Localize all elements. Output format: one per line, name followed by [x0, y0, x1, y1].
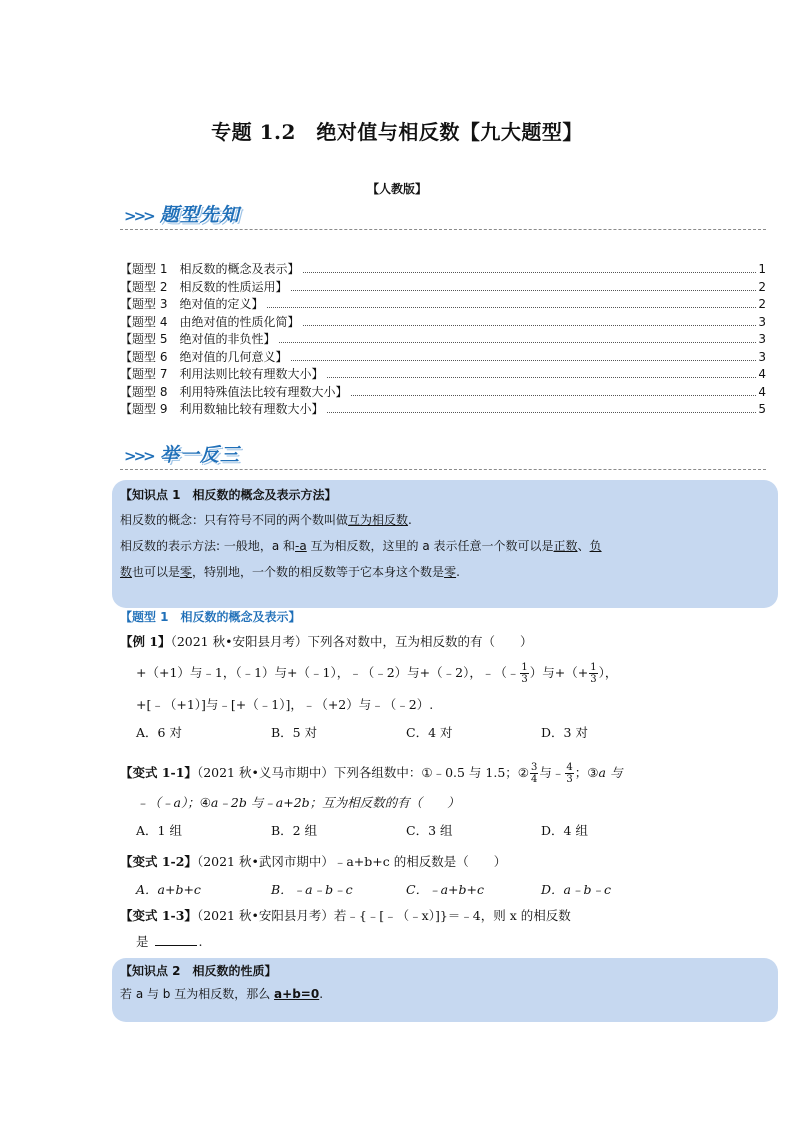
question-label: 【变式 1-3】 — [120, 908, 197, 923]
option-b[interactable]: B．2 组 — [271, 823, 318, 838]
circled-number: ④ — [199, 795, 211, 810]
practice-heading-text: 举一反三 — [159, 444, 240, 466]
denominator: 3 — [590, 674, 597, 685]
toc-leader — [279, 342, 756, 343]
toc-item[interactable] — [120, 365, 766, 383]
text: +（+1）与﹣1，（﹣1）与+（﹣1），﹣（﹣2）与+（﹣2），﹣（﹣ — [136, 665, 520, 680]
answer-options — [120, 821, 770, 839]
underlined-term: 零 — [180, 565, 193, 579]
toc-item-label: 【题型 1 相反数的概念及表示】 — [120, 262, 300, 276]
section-divider — [120, 229, 766, 230]
toc-leader — [327, 377, 756, 378]
circled-number: ③ — [587, 765, 599, 780]
toc-leader — [303, 272, 756, 273]
underlined-term: 互为相反数 — [348, 513, 409, 527]
underlined-term: 数 — [120, 565, 133, 579]
toc-item-label: 【题型 8 利用特殊值法比较有理数大小】 — [120, 384, 348, 399]
toc-item-page: 2 — [758, 297, 766, 311]
text: ，特别地，一个数的相反数等于它本身这个数是 — [192, 565, 445, 579]
question-text: （2021 秋•武冈市期中）﹣a+b+c 的相反数是（ ） — [196, 854, 507, 869]
text: 若 a 与 b 互为相反数，那么 — [120, 987, 275, 1001]
knowledge-line — [120, 559, 766, 585]
numerator: 1 — [521, 662, 528, 673]
toc-item[interactable] — [120, 400, 766, 418]
arrows-icon: >>> — [124, 207, 153, 225]
fraction — [565, 762, 573, 785]
knowledge-box-2 — [112, 958, 778, 1022]
text: 相反数的表示方法: 一般地，a 和 — [120, 539, 296, 553]
text: 是 — [136, 934, 149, 949]
toc-leader — [351, 395, 756, 396]
toc-item-label: 【题型 2 相反数的性质运用】 — [120, 279, 288, 294]
toc-item-label: 【题型 5 绝对值的非负性】 — [120, 332, 276, 346]
underlined-term: 零 — [444, 565, 457, 579]
option-a[interactable]: A．a+b+c — [136, 882, 201, 897]
edition-label: 【人教版】 — [366, 182, 427, 196]
toc-item-page: 4 — [758, 384, 766, 399]
question-stem — [120, 762, 770, 785]
question-label: 【变式 1-1】 — [120, 765, 197, 780]
toc-item[interactable] — [120, 278, 766, 296]
option-d[interactable]: D．3 对 — [541, 725, 588, 740]
toc-leader — [303, 325, 756, 326]
question-text: （2021 秋•义马市期中）下列各组数中： — [196, 765, 422, 780]
question-line — [120, 662, 770, 685]
option-c[interactable]: C．3 组 — [406, 823, 453, 838]
toc-item[interactable] — [120, 383, 766, 401]
question-text: （2021 秋•安阳县月考）若﹣{﹣[﹣（﹣x）]}＝﹣4，则 x 的相反数 — [196, 908, 571, 923]
denominator: 3 — [521, 674, 528, 685]
toc-item[interactable] — [120, 260, 766, 278]
knowledge-heading: 【知识点 2 相反数的性质】 — [120, 964, 277, 978]
section-divider — [120, 469, 766, 470]
option-b[interactable]: B．﹣a﹣b﹣c — [271, 882, 353, 897]
question-stem — [120, 632, 770, 650]
practice-section-heading — [124, 440, 240, 467]
text: ； — [574, 765, 588, 780]
text: . — [319, 987, 324, 1001]
toc-item-label: 【题型 4 由绝对值的性质化简】 — [120, 314, 300, 329]
underlined-term: a+b=0 — [274, 987, 320, 1001]
knowledge-heading: 【知识点 1 相反数的概念及表示方法】 — [120, 488, 337, 502]
fraction — [530, 762, 538, 785]
text: 与﹣ — [539, 765, 565, 780]
denominator: 3 — [566, 774, 573, 785]
overview-heading-text: 题型先知 — [159, 204, 240, 226]
text: a 与 — [598, 765, 623, 780]
fraction — [589, 662, 597, 685]
text: ﹣0.5 与 1.5； — [432, 765, 518, 780]
example-1 — [120, 632, 770, 741]
knowledge-box-1 — [112, 480, 778, 608]
toc-item-label: 【题型 3 绝对值的定义】 — [120, 297, 264, 311]
question-line — [120, 793, 770, 811]
text: 相反数的概念：只有符号不同的两个数叫做 — [120, 513, 349, 527]
answer-options — [120, 880, 770, 898]
toc-item[interactable] — [120, 348, 766, 366]
toc-leader — [267, 307, 756, 308]
numerator: 3 — [531, 762, 538, 773]
option-b[interactable]: B．5 对 — [271, 725, 318, 740]
circled-number: ② — [517, 765, 530, 780]
text: ）与+（+ — [529, 665, 589, 680]
question-stem — [120, 906, 770, 924]
toc-leader — [291, 290, 756, 291]
text: . — [198, 934, 203, 949]
circled-number: ① — [421, 765, 433, 780]
toc-leader — [291, 360, 756, 361]
question-label: 【例 1】 — [120, 634, 171, 649]
variant-1-2 — [120, 852, 770, 898]
fraction — [520, 662, 528, 685]
variant-1-1 — [120, 762, 770, 839]
arrows-icon: >>> — [124, 447, 153, 465]
answer-options — [120, 723, 770, 741]
toc-item-page: 2 — [758, 279, 766, 294]
toc-item-page: 3 — [758, 314, 766, 329]
denominator: 4 — [531, 774, 538, 785]
toc-item-label: 【题型 6 绝对值的几何意义】 — [120, 349, 288, 364]
underlined-term: 正数 — [553, 539, 578, 553]
option-a[interactable]: A．6 对 — [136, 725, 182, 740]
toc-item[interactable] — [120, 330, 766, 348]
text: 互为相反数，这里的 a 表示任意一个数可以是 — [306, 539, 554, 553]
question-type-heading: 【题型 1 相反数的概念及表示】 — [120, 610, 301, 624]
variant-1-3 — [120, 906, 770, 950]
knowledge-line — [120, 533, 766, 559]
numerator: 4 — [566, 762, 573, 773]
question-line — [120, 932, 770, 950]
question-stem — [120, 852, 770, 870]
toc-item[interactable] — [120, 313, 766, 331]
page-title: 专题 1.2 绝对值与相反数【九大题型】 — [211, 120, 583, 144]
toc-item[interactable] — [120, 295, 766, 313]
toc-leader — [327, 412, 756, 413]
knowledge-line — [120, 981, 766, 1007]
numerator: 1 — [590, 662, 597, 673]
question-text: （2021 秋•安阳县月考）下列各对数中，互为相反数的有（ ） — [170, 634, 533, 649]
answer-blank[interactable] — [155, 945, 197, 946]
option-c[interactable]: C．4 对 — [406, 725, 453, 740]
text: ﹣（﹣a）； — [136, 795, 200, 810]
underlined-term: 负 — [589, 539, 602, 553]
knowledge-line — [120, 507, 766, 533]
underlined-term: -a — [295, 539, 307, 553]
text: 、 — [577, 539, 590, 553]
toc-item-page: 1 — [758, 262, 766, 276]
option-a[interactable]: A．1 组 — [136, 823, 182, 838]
text: 也可以是 — [132, 565, 181, 579]
option-d[interactable]: D．a﹣b﹣c — [541, 882, 611, 897]
toc-item-page: 4 — [758, 367, 766, 381]
text: a﹣2b 与﹣a+2b；互为相反数的有（ ） — [210, 795, 460, 810]
option-d[interactable]: D．4 组 — [541, 823, 588, 838]
toc-item-page: 3 — [758, 349, 766, 364]
question-label: 【变式 1-2】 — [120, 854, 197, 869]
toc-item-page: 5 — [758, 402, 766, 416]
table-of-contents — [120, 260, 766, 418]
text: ）， — [598, 665, 618, 680]
text: . — [456, 565, 460, 579]
toc-item-label: 【题型 7 利用法则比较有理数大小】 — [120, 367, 324, 381]
toc-item-page: 3 — [758, 332, 766, 346]
question-line: +[﹣（+1）]与﹣[+（﹣1）]，﹣（+2）与﹣（﹣2）. — [136, 697, 434, 712]
option-c[interactable]: C．﹣a+b+c — [406, 882, 484, 897]
toc-item-label: 【题型 9 利用数轴比较有理数大小】 — [120, 402, 324, 416]
overview-section-heading — [124, 200, 240, 227]
text: . — [408, 513, 412, 527]
